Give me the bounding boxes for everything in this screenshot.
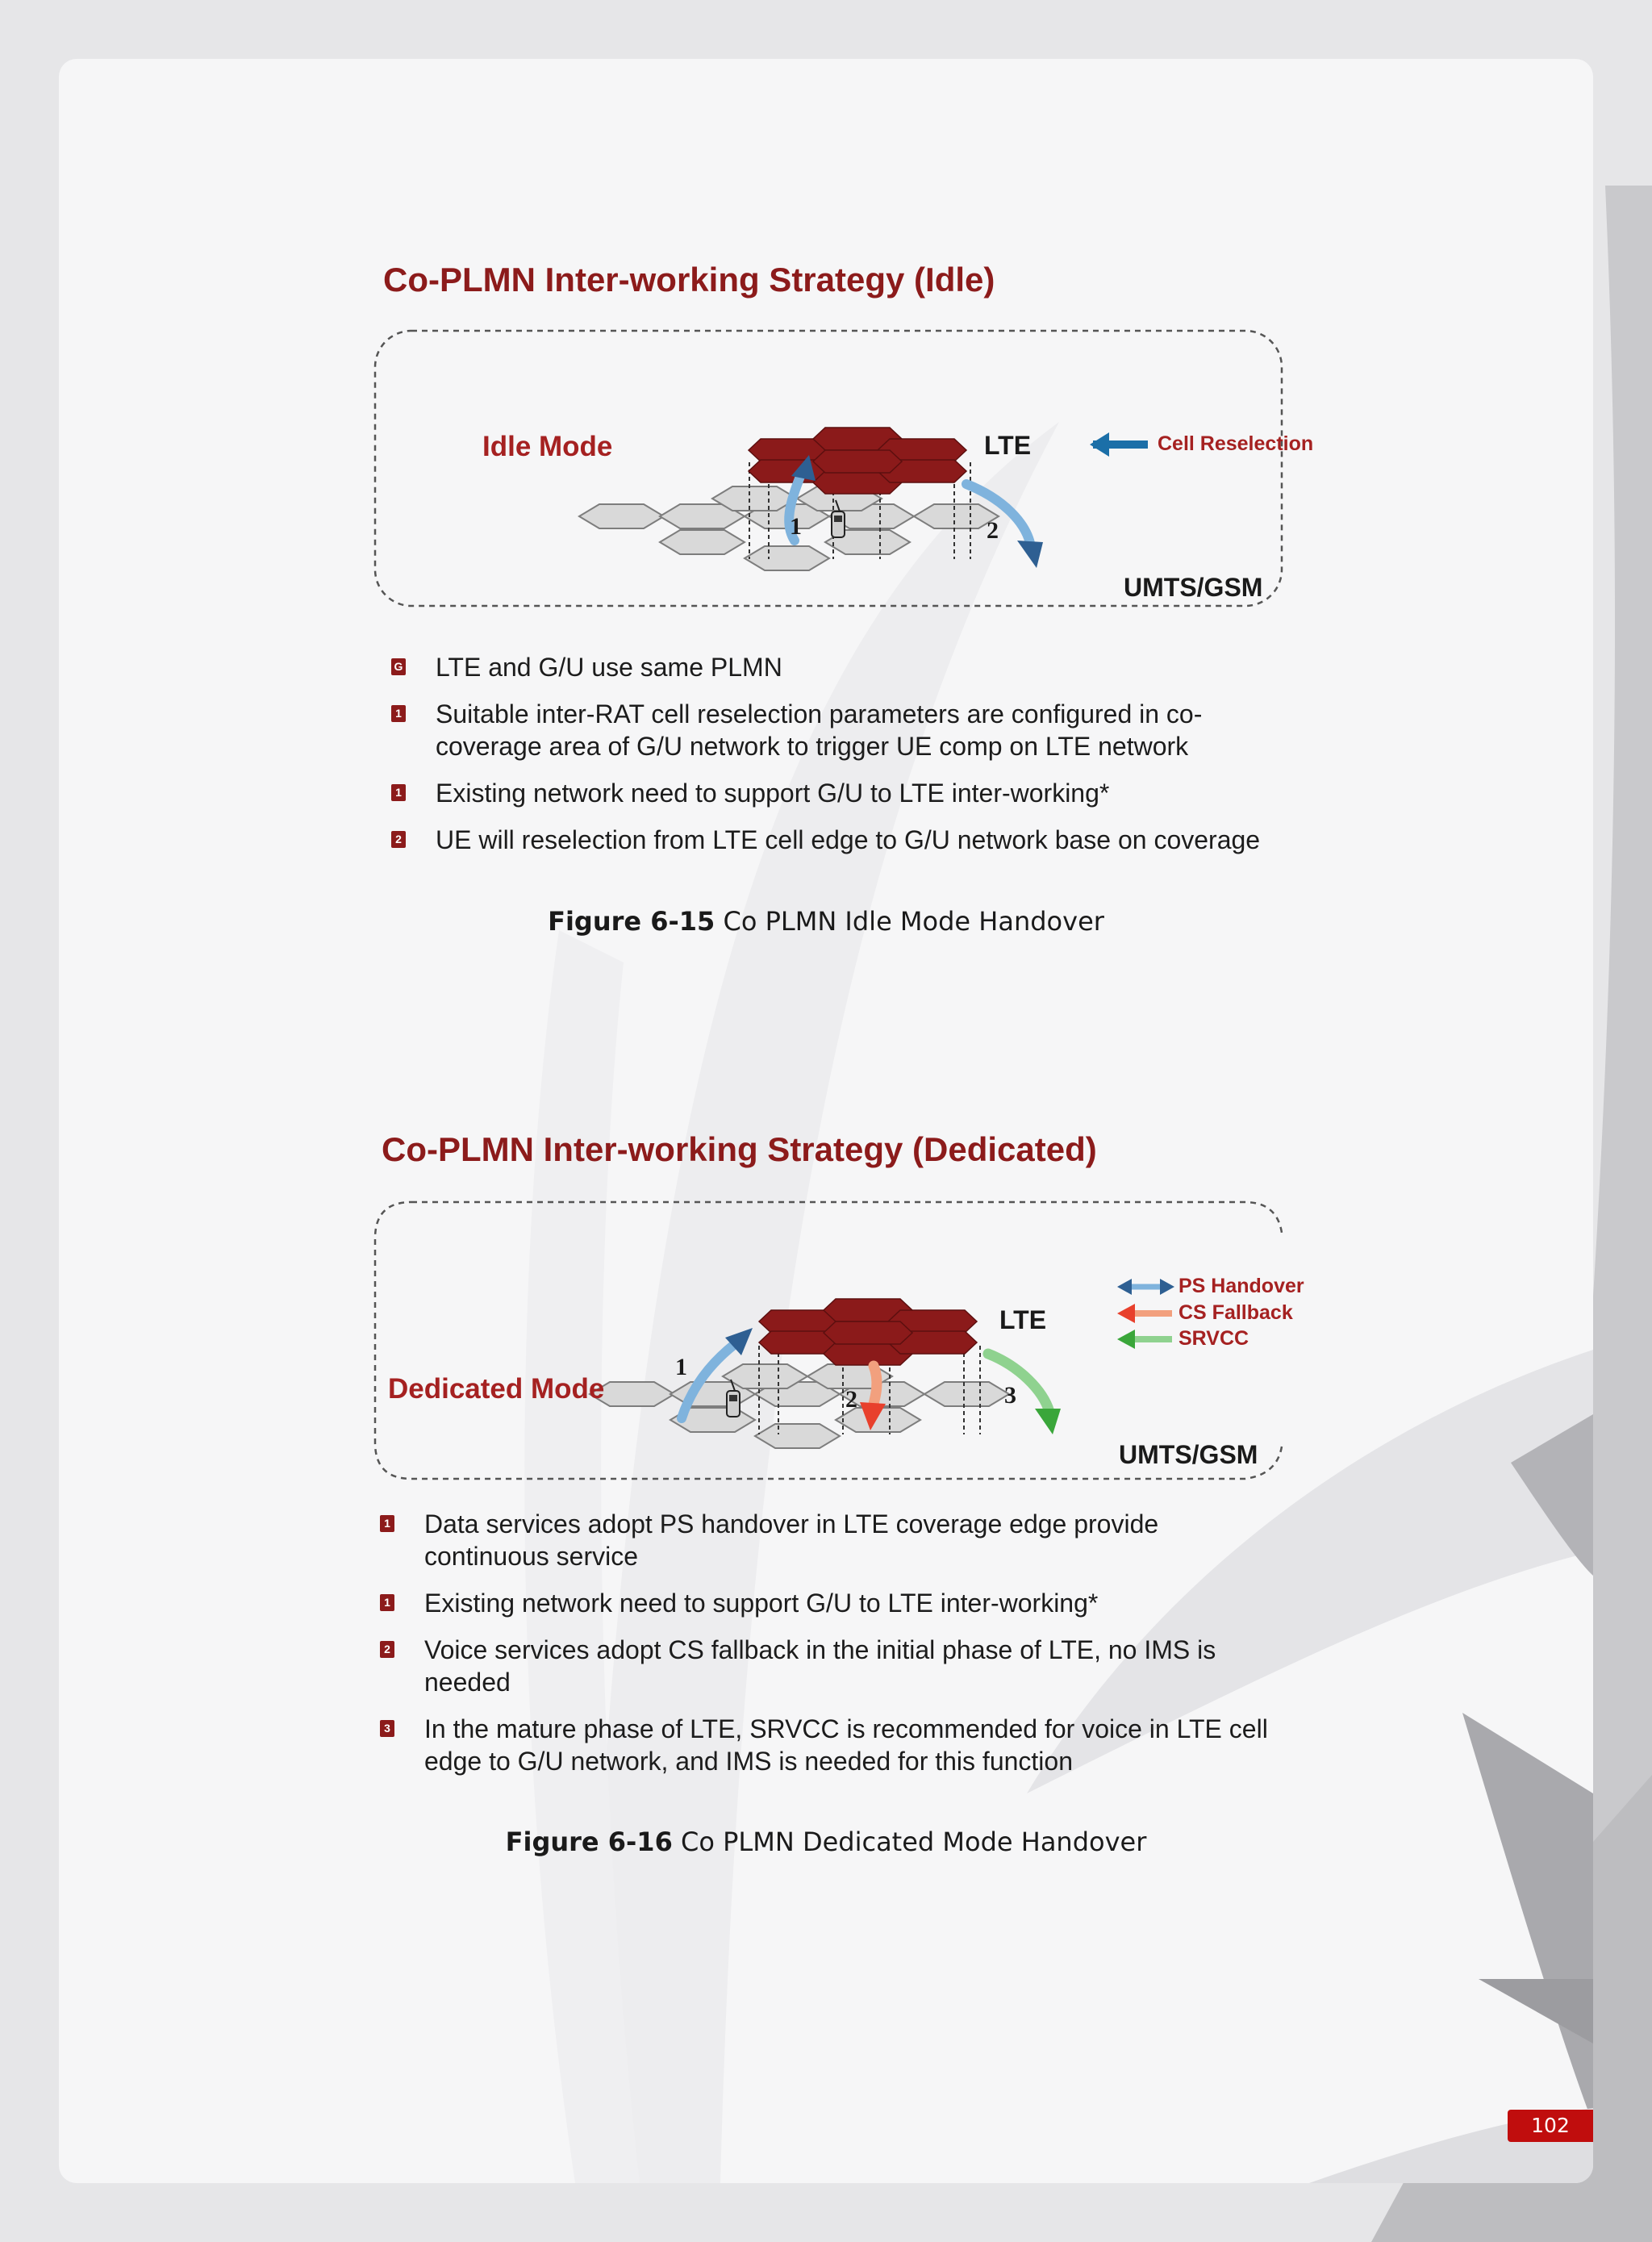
- dedicated-mode-label: Dedicated Mode: [388, 1373, 605, 1405]
- list-item: [380, 1713, 1348, 1777]
- list-item: [391, 777, 1359, 809]
- bullet-badge: 2: [380, 1641, 394, 1658]
- list-item: [380, 1508, 1348, 1572]
- bullet-text-line: Suitable inter-RAT cell reselection parameters are configured in co-: [436, 699, 1203, 729]
- list-item: [391, 824, 1359, 856]
- figure2-title: Co-PLMN Inter-working Strategy (Dedicated): [382, 1130, 1097, 1168]
- figure1-title: Co-PLMN Inter-working Strategy (Idle): [383, 261, 995, 299]
- bullet-badge: G: [391, 658, 406, 675]
- figure2-caption-label: Figure 6-16: [505, 1827, 673, 1857]
- bullet-text-line: needed: [424, 1668, 511, 1697]
- arrow-number-1: 1: [675, 1354, 687, 1380]
- legend-ps-handover-label: PS Handover: [1179, 1275, 1304, 1297]
- figure2-caption-text: Co PLMN Dedicated Mode Handover: [672, 1827, 1147, 1857]
- legend-cell-reselection-label: Cell Reselection: [1158, 432, 1314, 455]
- list-item: [391, 651, 1359, 683]
- bullet-text: Existing network need to support G/U to LTE inter-working*: [436, 779, 1110, 808]
- arrow-number-2: 2: [845, 1386, 857, 1413]
- bullet-badge: 1: [391, 705, 406, 722]
- figure1-caption-label: Figure 6-15: [548, 906, 715, 937]
- bullet-badge: 1: [380, 1594, 394, 1611]
- figure2-bullet-list: [380, 1508, 1348, 1792]
- arrow-number-1: 1: [790, 513, 802, 540]
- umts-gsm-label: UMTS/GSM: [1124, 573, 1263, 602]
- umts-gsm-label: UMTS/GSM: [1119, 1440, 1258, 1469]
- bullet-text-line: Voice services adopt CS fallback in the initial phase of LTE, no IMS is: [424, 1635, 1216, 1664]
- arrow-number-3: 3: [1004, 1382, 1016, 1409]
- bullet-text-line: coverage area of G/U network to trigger UE comp on LTE network: [436, 732, 1189, 761]
- list-item: [380, 1587, 1348, 1619]
- legend-cs-fallback-label: CS Fallback: [1179, 1301, 1293, 1324]
- figure1-caption: [59, 906, 1593, 937]
- bullet-text: Existing network need to support G/U to LTE inter-working*: [424, 1589, 1099, 1618]
- bullet-badge: 2: [391, 831, 406, 848]
- legend-srvcc-label: SRVCC: [1179, 1327, 1249, 1350]
- bullet-text-line: edge to G/U network, and IMS is needed for this function: [424, 1747, 1073, 1776]
- document-page: [59, 59, 1593, 2183]
- idle-mode-label: Idle Mode: [482, 431, 613, 462]
- bullet-badge: 1: [380, 1515, 394, 1532]
- page-number: 102: [1508, 2110, 1593, 2142]
- bullet-text-line: In the mature phase of LTE, SRVCC is recommended for voice in LTE cell: [424, 1714, 1268, 1743]
- figure1-caption-text: Co PLMN Idle Mode Handover: [715, 906, 1104, 937]
- bullet-text-line: continuous service: [424, 1542, 639, 1571]
- figure1-diagram-graphic: [373, 329, 1285, 607]
- bullet-text-line: Data services adopt PS handover in LTE coverage edge provide: [424, 1509, 1159, 1539]
- figure2-diagram: [373, 1200, 1304, 1483]
- bullet-badge: 1: [391, 784, 406, 801]
- bullet-badge: 3: [380, 1720, 394, 1737]
- figure1-bullet-list: [391, 651, 1359, 870]
- lte-label: LTE: [999, 1305, 1047, 1334]
- figure1-diagram: [373, 329, 1314, 607]
- bullet-text: LTE and G/U use same PLMN: [436, 653, 782, 682]
- bullet-text: UE will reselection from LTE cell edge to G/U network base on coverage: [436, 825, 1261, 854]
- lte-label: LTE: [984, 431, 1032, 460]
- figure2-caption: [59, 1827, 1593, 1857]
- arrow-number-2: 2: [987, 517, 999, 544]
- list-item: [391, 698, 1359, 762]
- list-item: [380, 1634, 1348, 1698]
